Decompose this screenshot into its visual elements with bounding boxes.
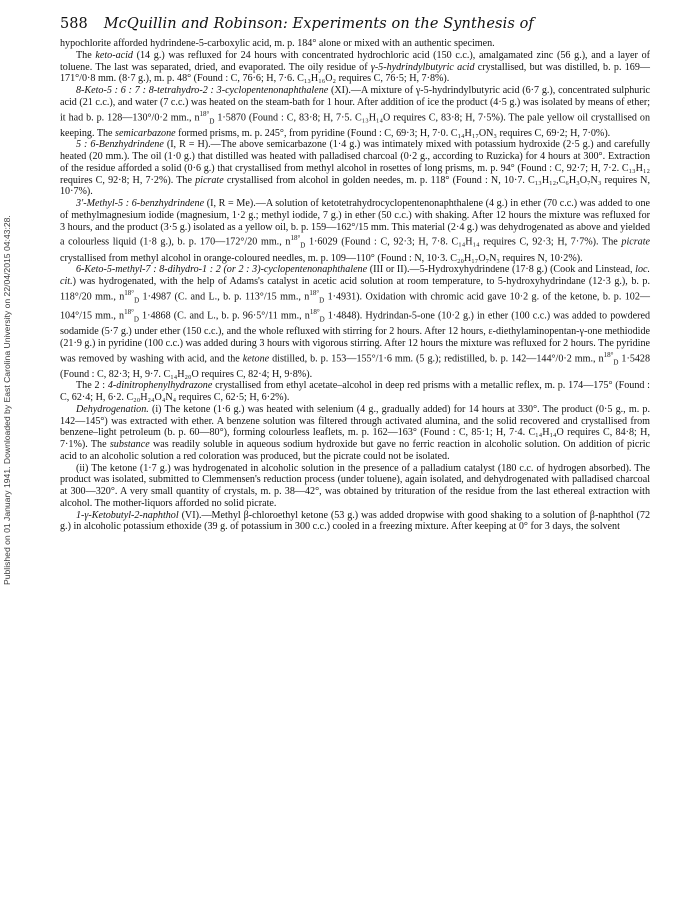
text-run: (ii) The ketone (1·7 g.) was hydrogenated in alcoholic solution in the presence of a palladium catalyst (180 c.c. of hydrogen absorbed). The product was isolated, submitted to Clemmensen's reduction process (under toluene), again isolated, and dehydrogenated with palladised charcoal at 300—320°. A very small quantity of crystals, m. p. 38—42°, was obtained by trituration of the residue from the last ethereal extraction with alcohol. The mother-liquors afforded no solid picrate. — [60, 462, 650, 509]
text-run: 1·6029 (Found : C, 92·3; H, 7·8. C₁₄H₁₄ requires C, 92·3; H, 7·7%). The — [305, 236, 622, 248]
text-run: ) was hydrogenated, with the help of Adams's catalyst in acetic acid solution at room temperature, to 5-hydroxyhydrindane (12·3 g.), b. p. 118°/20 mm., n — [60, 276, 650, 303]
text-run: The 2 : — [76, 380, 108, 392]
paragraph — [60, 404, 650, 463]
page-number: 588 — [60, 16, 88, 32]
running-header — [60, 16, 650, 32]
paragraph — [60, 38, 650, 50]
superscript-text: 18° — [124, 307, 134, 316]
text-run: 1·4868 (C. and L., b. p. 96·5°/11 mm., n — [138, 310, 310, 322]
italic-text: loc. cit. — [60, 264, 650, 287]
paragraph — [60, 510, 650, 534]
paragraph — [60, 264, 650, 380]
italic-text: ketone — [242, 352, 270, 364]
text-run: distilled, b. p. 153—155°/1·6 mm. (5 g.); redistilled, b. p. 142—144°/0·2 mm., n — [269, 352, 604, 364]
paragraph — [60, 139, 650, 198]
superscript-text: 18° — [124, 288, 135, 297]
text-run: hypochlorite afforded hydrindene-5-carboxylic acid, m. p. 184° alone or mixed with an authentic specimen. — [60, 38, 495, 49]
italic-text: picrate — [195, 174, 224, 186]
subscript-text: D — [613, 357, 619, 366]
running-title: McQuillin and Robinson: Experiments on the Synthesis of — [103, 16, 534, 32]
superscript-text: 18° — [290, 234, 301, 243]
text-run: (III or II).—5-Hydroxyhydrindene (17·8 g.) (Cook and Linstead, — [367, 264, 636, 276]
italic-text: semicarbazone — [115, 127, 176, 139]
italic-text: 1-γ-Ketobutyl-2-naphthol — [76, 509, 179, 521]
paper-page — [60, 16, 650, 533]
text-run: crystallised from alcohol in golden needes, m. p. 118° (Found : N, 10·7. C₁₃H₁₂,C₆H₃O₇N₃ requires N, 10·7%). — [60, 174, 650, 198]
text-run: 1·4987 (C. and L., b. p. 113°/15 mm., n — [139, 291, 310, 303]
text-run: crystallised from ethyl acetate–alcohol in deep red prisms with a metallic reflex, m. p. 174—175° (Found : C, 62·4; H, 6·2. C₂₀H₂₄O₄N₄ requires C, 62·5; H, 6·2%). — [60, 380, 650, 404]
paragraph — [60, 463, 650, 510]
italic-text: 8-Keto-5 : 6 : 7 : 8-tetrahydro-2 : 3-cyclopentenonaphthalene — [76, 85, 329, 96]
superscript-text: 18° — [309, 307, 320, 316]
subscript-text: D — [300, 241, 306, 250]
paragraph — [60, 85, 650, 139]
subscript-text: D — [134, 296, 140, 305]
text-run: (I, R = H).—The above semicarbazone (1·4 g.) was intimately mixed with potassium hydroxide (2·5 g.) and carefully heated (20 mm.). The oil (1·0 g.) that distilled was heated with palladised charcoal (0·2 g., according to Ruzicka) for 4 hours at 300°. Extraction of the residue afforded a solid (0·6 g.) that crystallised from methyl alcohol in rosettes of long prisms, m. p. 94° (Found : C, 92·7; H, 7·2. C₁₃H₁₂ requires C, 92·8; H, 7·2%). The — [60, 139, 650, 186]
text-run: (VI).—Methyl β-chloroethyl ketone (53 g.) was added dropwise with good shaking to a solution of β-naphthol (72 g.) in alcoholic potassium ethoxide (39 g. of potassium in 300 c.c.) cooled in a freezing mixture. After keeping at 0° for 3 days, the solvent — [60, 509, 650, 533]
italic-text: substance — [109, 439, 150, 451]
subscript-text: D — [133, 315, 139, 324]
text-run: was readily soluble in aqueous sodium hydroxide but gave no ferric reaction in alcoholic solution. On addition of picric acid to an alcoholic solution a red coloration was produced, but the picrate could not be isolated. — [60, 439, 650, 462]
italic-text: 5 : 6-Benzhydrindene — [76, 139, 164, 151]
article-body — [60, 38, 650, 533]
download-notice: Published on 01 January 1941. Downloaded by East Carolina University on 22/04/2015 04:43:28. — [2, 215, 12, 585]
text-run: formed prisms, m. p. 245°, from pyridine (Found : C, 69·3; H, 7·0. C₁₄H₁₇ON₃ requires C, 69·2; H, 7·0%). — [175, 127, 611, 139]
paragraph — [60, 380, 650, 404]
subscript-text: D — [319, 296, 325, 305]
italic-text: keto-acid — [95, 49, 133, 61]
superscript-text: 18° — [199, 109, 210, 118]
subscript-text: D — [209, 116, 215, 125]
text-run: 1·4848). Hydrindan-5-one (10·2 g.) in ether (100 c.c.) was added to powdered sodamide (5·7 g.) under ether (150 c.c.), and the whole refluxed with stirring for 2 hours. After 12 hours, ε-diethylaminopentan-γ-one methiodide (21·9 g.) in pyridine (100 c.c.) was added during 3 hours with vigorous stirring. After 12 hours the mixture was refluxed for 2 hours. The pyridine was removed by washing with acid, and the — [60, 310, 650, 364]
superscript-text: 18° — [603, 350, 614, 359]
superscript-text: 18° — [309, 288, 320, 297]
subscript-text: D — [319, 315, 325, 324]
text-run: 1·5428 (Found : C, 82·3; H, 9·7. C₁₄H₂₀O requires C, 82·4; H, 9·8%). — [60, 352, 651, 380]
italic-text: 6-Keto-5-methyl-7 : 8-dihydro-1 : 2 (or 2 : 3)-cyclopentenonaphthalene — [76, 264, 368, 276]
text-run: 1·5870 (Found : C, 83·8; H, 7·5. C₁₃H₁₄O requires C, 83·8; H, 7·5%). The pale yellow oil crystallised on keeping. The — [60, 111, 650, 139]
text-run: crystallised, but was distilled, b. p. 169—171°/0·8 mm. (8·7 g.), m. p. 48° (Found : C, 76·6; H, 7·6. C₁₃H₁₆O₂ requires C, 76·5; H, 7·8%). — [60, 61, 650, 85]
paragraph — [60, 50, 650, 85]
text-run: (I, R = Me).—A solution of ketotetrahydrocyclopentenonaphthalene (4 g.) in ether (70 c.c.) was added to one of methylmagnesium iodide (magnesium, 1·2 g.; methyl iodide, 7 g.) in ether (50 c.c.) with shaking. After 12 hours the mixture was refluxed for 3 hours, and the product (3·5 g.) isolated as a yellow oil, b. p. 159—162°/15 mm. This material (2·4 g.) was dehydrogenated as above and yielded a colourless liquid (1·8 g.), b. p. 170—172°/20 mm., n — [60, 198, 650, 248]
text-run: crystallised from methyl alcohol in orange-coloured needles, m. p. 109—110° (Found : N, 10·3. C₂₀H₁₇O₇N₃ requires N, 10·2%). — [60, 252, 583, 264]
text-run: (14 g.) was refluxed for 24 hours with concentrated hydrochloric acid (150 c.c.), amalgamated zinc (56 g.), and a layer of toluene. The last was separated, dried, and evaporated. The oily residue of — [60, 49, 650, 73]
italic-text: 4-dinitrophenylhydrazone — [107, 380, 213, 392]
text-run: 1·4931). Oxidation with chromic acid gave 10·2 g. of the ketone, b. p. 102—104°/15 mm., n — [60, 291, 650, 322]
italic-text: 3′-Methyl-5 : 6-benzhydrindene — [76, 198, 205, 210]
text-run: The — [76, 49, 96, 61]
italic-text: γ-5-hydrindylbutyric acid — [370, 61, 475, 73]
italic-text: Dehydrogenation. — [76, 403, 149, 415]
paragraph — [60, 198, 650, 264]
text-run: (XI).—A mixture of γ-5-hydrindylbutyric acid (6·7 g.), concentrated sulphuric acid (21 c.c.), and water (7 c.c.) was heated on the steam-bath for 1 hour. After addition of ice the product (4·5 g.) was isolated by means of ether; it had b. p. 128—130°/0·2 mm., n — [60, 85, 650, 123]
text-run: (i) The ketone (1·6 g.) was heated with selenium (4 g., gradually added) for 14 hours at 330°. The product (0·5 g., m. p. 142—145°) was extracted with ether. A benzene solution was filtered through activated alumina, and the solid recovered and crystallised from benzene–light petroleum (b. p. 60—80°), forming colourless leaflets, m. p. 162—163° (Found : C, 85·1; H, 7·4. C₁₄H₁₄O requires C, 84·8; H, 7·1%). The — [60, 403, 650, 451]
italic-text: picrate — [621, 236, 650, 248]
